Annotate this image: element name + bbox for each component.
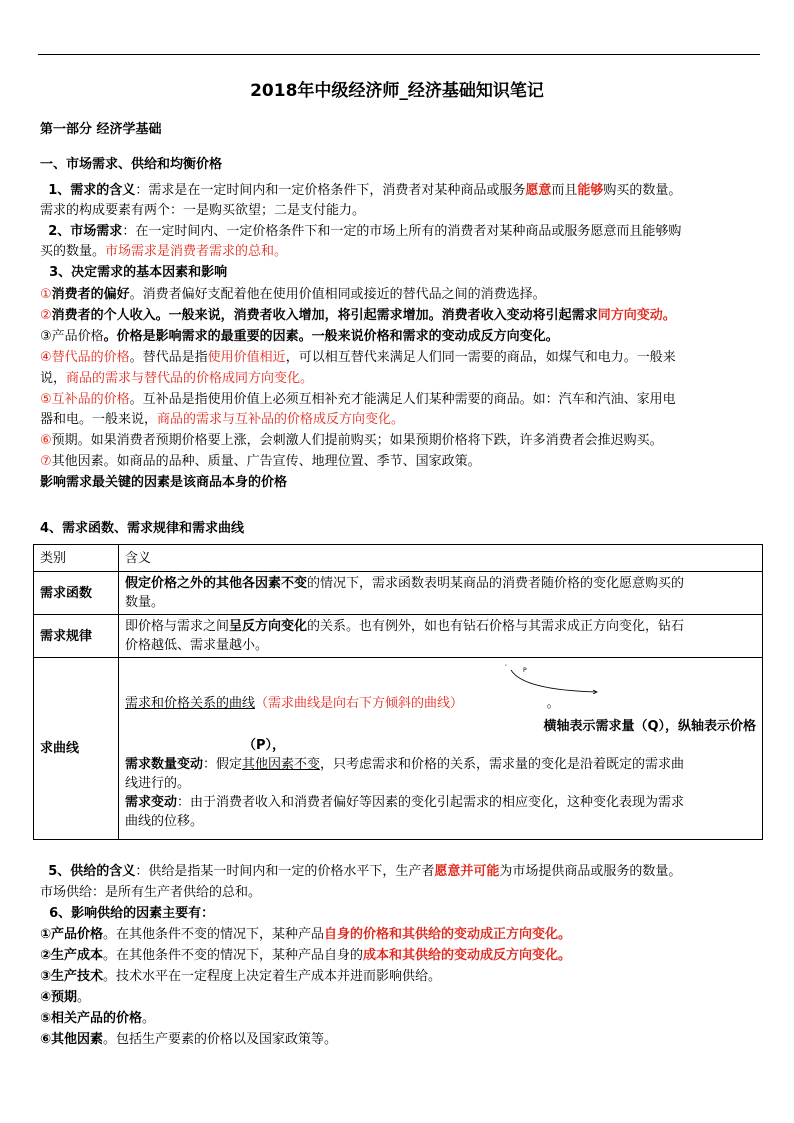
text: 6、影响供给的因素主要有： bbox=[49, 906, 215, 921]
text: ，只考虑需求和价格的关系，需求量的变化是沿着既定的需求曲 bbox=[320, 757, 685, 772]
term: ③生产技术 bbox=[40, 969, 104, 984]
term: ①产品价格 bbox=[40, 927, 104, 942]
table-row-content bbox=[119, 658, 763, 840]
part-heading: 第一部分 经济学基础 bbox=[40, 122, 162, 137]
text: 。 bbox=[662, 308, 676, 323]
text: 。 bbox=[77, 990, 91, 1005]
table-row-content bbox=[119, 615, 763, 658]
text: 。替代品是指 bbox=[129, 350, 208, 365]
paragraph-supply-definition bbox=[40, 862, 760, 882]
text: ：在一定时间内、一定价格条件下和一定的市场上所有的消费者对某种商品或服务愿意而且能够购 bbox=[122, 224, 682, 239]
factor-2 bbox=[40, 306, 760, 326]
factor-1 bbox=[40, 285, 760, 305]
demand-change bbox=[125, 793, 756, 812]
factor-4-cont bbox=[40, 369, 760, 389]
text: 购买的数量。 bbox=[603, 183, 682, 198]
term: ③产品价格 bbox=[40, 329, 104, 344]
table-row bbox=[34, 572, 763, 615]
svg-text:P: P bbox=[523, 667, 527, 674]
text: 说， bbox=[40, 371, 67, 386]
text: 即价格与需求之间 bbox=[125, 619, 230, 634]
term: 5、供给的含义 bbox=[48, 864, 136, 879]
text: 。在其他条件不变的情况下，某种产品 bbox=[103, 927, 325, 942]
table-row-label: 需求函数 bbox=[34, 572, 119, 615]
table-header-category: 类别 bbox=[34, 545, 119, 572]
highlight: 能够 bbox=[577, 183, 604, 198]
text: 的情况下，需求函数表明某商品的消费者随价格的变化愿意购买的 bbox=[307, 576, 685, 591]
text: ：由于消费者收入和消费者偏好等因素的变化引起需求的相应变化，这种变化表现为需求 bbox=[177, 795, 685, 810]
paragraph-market-demand bbox=[40, 222, 760, 242]
table-row bbox=[34, 658, 763, 840]
table-row-label: 求曲线 bbox=[34, 658, 119, 840]
supply-factor-1 bbox=[40, 925, 760, 945]
svg-text:’: ’ bbox=[505, 664, 507, 671]
axis-description-cont: （P）， bbox=[243, 738, 286, 753]
text: ，可以相互替代来满足人们同一需要的商品，如煤气和电力。一般来 bbox=[285, 350, 676, 365]
factor-6 bbox=[40, 431, 760, 451]
demand-table bbox=[33, 544, 763, 840]
text: 呈反方向变化 bbox=[229, 619, 308, 634]
term: 2、市场需求 bbox=[48, 224, 123, 239]
text: 。包括生产要素的价格以及国家政策等。 bbox=[103, 1032, 338, 1047]
highlight: 愿意并可能 bbox=[434, 864, 500, 879]
paragraph-market-supply: 市场供给：是所有生产者供给的总和。 bbox=[40, 885, 262, 900]
text: 数量。 bbox=[125, 595, 165, 610]
subheading-demand-function: 4、需求函数、需求规律和需求曲线 bbox=[40, 521, 245, 536]
text: 假定价格之外的其他各因素不变 bbox=[125, 576, 308, 591]
text: 的关系。也有例外，如也有钻石价格与其需求成正方向变化，钻石 bbox=[307, 619, 685, 634]
page-title: 2018年中级经济师_经济基础知识笔记 bbox=[250, 81, 544, 101]
text: 其他因素不变 bbox=[242, 757, 321, 772]
subheading-factors bbox=[40, 263, 760, 283]
text: 而且 bbox=[551, 183, 578, 198]
marker: ① bbox=[40, 287, 52, 302]
paragraph-market-demand-cont bbox=[40, 242, 760, 262]
highlight: 愿意 bbox=[525, 183, 552, 198]
term: ⑤相关产品的价格 bbox=[40, 1011, 143, 1026]
highlight: 商品的需求与互补品的价格成反方向变化。 bbox=[157, 412, 405, 427]
demand-change-cont: 曲线的位移。 bbox=[125, 814, 204, 829]
supply-factor-4 bbox=[40, 988, 760, 1008]
highlight: 自身的价格和其供给的变动成正方向变化。 bbox=[324, 927, 572, 942]
highlight: 市场需求是消费者需求的总和。 bbox=[105, 244, 288, 259]
highlight: 成本和其供给的变动成反方向变化。 bbox=[363, 948, 572, 963]
highlight: 商品的需求与替代品的价格成同方向变化。 bbox=[66, 371, 314, 386]
term: 消费者的偏好 bbox=[51, 287, 130, 302]
table-row-label: 需求规律 bbox=[34, 615, 119, 658]
supply-factor-5 bbox=[40, 1009, 760, 1029]
mini-graph bbox=[125, 660, 756, 694]
term: 需求变动 bbox=[125, 795, 178, 810]
text: 器和电。一般来说， bbox=[40, 412, 158, 427]
factor-5-cont bbox=[40, 410, 760, 430]
curve-description bbox=[125, 694, 756, 713]
term: ④预期 bbox=[40, 990, 78, 1005]
term: ④替代品的价格 bbox=[40, 350, 130, 365]
text: 为市场提供商品或服务的数量。 bbox=[499, 864, 682, 879]
paragraph-demand-definition bbox=[40, 181, 760, 201]
term: 需求数量变动 bbox=[125, 757, 204, 772]
factor-5 bbox=[40, 390, 760, 410]
text: 其他因素。如商品的品种、质量、广告宣传、地理位置、季节、国家政策。 bbox=[51, 454, 481, 469]
text: 。 bbox=[142, 1011, 156, 1026]
supply-factor-2 bbox=[40, 946, 760, 966]
quantity-change-cont: 线进行的。 bbox=[125, 776, 191, 791]
text: 预期。如果消费者预期价格要上涨，会刺激人们提前购买；如果预期价格将下跌，许多消费者会推迟购买。 bbox=[51, 433, 663, 448]
quantity-change bbox=[125, 755, 756, 774]
supply-factor-3 bbox=[40, 967, 760, 987]
highlight: 使用价值相近 bbox=[207, 350, 286, 365]
text: 买的数量。 bbox=[40, 244, 106, 259]
highlight: 同方向变动 bbox=[597, 308, 663, 323]
axis-description: 横轴表示需求量（Q），纵轴表示价格 bbox=[543, 719, 756, 734]
demand-curve-sketch bbox=[505, 660, 605, 694]
subheading-supply-factors bbox=[40, 904, 760, 924]
text: 。技术水平在一定程度上决定着生产成本并进而影响供给。 bbox=[103, 969, 442, 984]
table-row-content bbox=[119, 572, 763, 615]
paragraph-demand-elements: 需求的构成要素有两个：一是购买欲望；二是支付能力。 bbox=[40, 203, 366, 218]
text: 。互补品是指使用价值上必须互相补充才能满足人们某种需要的商品。如：汽车和汽油、家用电 bbox=[129, 392, 676, 407]
marker: ⑦ bbox=[40, 454, 52, 469]
term: ⑥其他因素 bbox=[40, 1032, 104, 1047]
header-rule bbox=[38, 54, 760, 55]
table-header-row bbox=[34, 545, 763, 572]
text: 。消费者偏好支配着他在使用价值相同或接近的替代品之间的消费选择。 bbox=[129, 287, 546, 302]
key-factor: 影响需求最关键的因素是该商品本身的价格 bbox=[40, 475, 288, 490]
text: 3、决定需求的基本因素和影响 bbox=[49, 265, 228, 280]
text: 价格越低、需求量越小。 bbox=[125, 638, 269, 653]
factor-4 bbox=[40, 348, 760, 368]
term: 1、需求的含义 bbox=[48, 183, 136, 198]
text: 。价格是影响需求的最重要的因素。一般来说价格和需求的变动成反方向变化。 bbox=[103, 329, 559, 344]
term: 消费者的个人收入 bbox=[51, 308, 156, 323]
factor-3 bbox=[40, 327, 760, 347]
highlight: 需求曲线是向右下方倾斜的曲线 bbox=[268, 696, 451, 711]
text: ：供给是指某一时间内和一定的价格水平下，生产者 bbox=[135, 864, 435, 879]
marker: ⑥ bbox=[40, 433, 52, 448]
section-heading: 一、市场需求、供给和均衡价格 bbox=[40, 157, 223, 172]
text: 。一般来说，消费者收入增加，将引起需求增加。消费者收入变动将引起需求 bbox=[155, 308, 598, 323]
marker: ② bbox=[40, 308, 52, 323]
text: 。在其他条件不变的情况下，某种产品自身的 bbox=[103, 948, 364, 963]
term: ⑤互补品的价格 bbox=[40, 392, 130, 407]
text: ：需求是在一定时间内和一定价格条件下，消费者对某种商品或服务 bbox=[135, 183, 526, 198]
table-header-meaning: 含义 bbox=[119, 545, 763, 572]
factor-7 bbox=[40, 452, 760, 472]
text: ） bbox=[450, 696, 457, 711]
text: （ bbox=[255, 696, 269, 711]
term: ②生产成本 bbox=[40, 948, 104, 963]
text: 。 bbox=[546, 696, 560, 711]
text: ：假定 bbox=[203, 757, 243, 772]
supply-factor-6 bbox=[40, 1030, 760, 1050]
table-row bbox=[34, 615, 763, 658]
text: 需求和价格关系的曲线 bbox=[125, 696, 256, 711]
